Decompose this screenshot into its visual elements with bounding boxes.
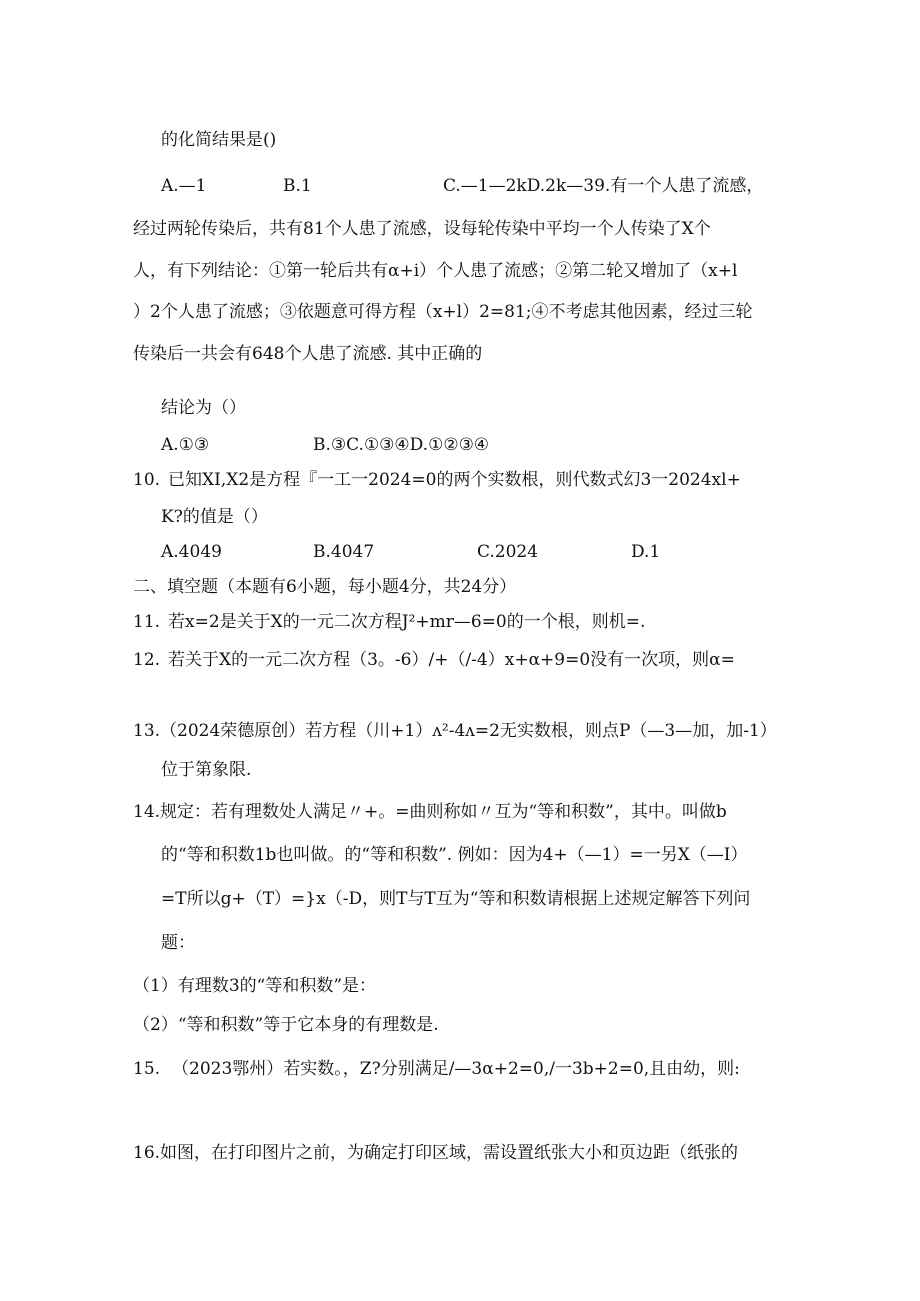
section-heading: 二、填空题（本题有6小题，每小题4分，共24分） — [133, 577, 517, 597]
q10-option-b: B.4047 — [313, 542, 375, 562]
q14-line-3: =T所以g+（T）=}x（-D，则T与T互为“等和积数请根据上述规定解答下列问 — [161, 889, 751, 909]
q14-sub-2: （2）“等和积数”等于它本身的有理数是. — [133, 1015, 439, 1035]
q9-option-bcd: B.③C.①③④D.①②③④ — [313, 435, 490, 455]
q10-number: 10. — [133, 470, 161, 490]
q8-option-a: A.—1 — [161, 176, 207, 196]
q13-number: 13. — [133, 721, 161, 741]
q16-number: 16. — [133, 1143, 161, 1163]
q14-line-2: 的“等和积数1b也叫做。的“等和积数”. 例如：因为4+（—1）=一另X（—I） — [161, 845, 748, 865]
q10-option-d: D.1 — [631, 542, 661, 562]
q12-text: 若关于X的一元二次方程（3。-6）/+（/-4）x+α+9=0没有一次项，则α= — [168, 650, 735, 670]
q11-text: 若x=2是关于X的一元二次方程J²+mr—6=0的一个根，则机=. — [168, 612, 646, 632]
q9-line: 经过两轮传染后，共有81个人患了流感，设每轮传染中平均一个人传染了X个 — [133, 219, 711, 239]
q10-option-c: C.2024 — [477, 542, 539, 562]
q14-number: 14. — [133, 802, 161, 822]
q10-line-2: K?的值是（） — [161, 507, 268, 527]
q10-line-1: 已知XI,X2是方程『一工一2024=0的两个实数根，则代数式幻3一2024xl+ — [168, 470, 741, 490]
q14-line-1: 规定：若有理数处人满足〃+。=曲则称如〃互为“等和积数”，其中。叫做b — [160, 802, 727, 822]
q8-tail: 的化简结果是() — [161, 130, 277, 150]
q16-text: 如图，在打印图片之前，为确定打印区域，需设置纸张大小和页边距（纸张的 — [160, 1143, 738, 1163]
q10-option-a: A.4049 — [161, 542, 222, 562]
q12-number: 12. — [133, 650, 161, 670]
q9-line: ）2个人患了流感；③依题意可得方程（x+l）2=81;④不考虑其他因素，经过三轮 — [133, 302, 753, 322]
q15-number: 15. — [133, 1059, 161, 1079]
q11-number: 11. — [133, 612, 161, 632]
q9-line: 人，有下列结论：①第一轮后共有α+i）个人患了流感；②第二轮又增加了（x+l — [133, 261, 738, 281]
q8-option-b: B.1 — [283, 176, 312, 196]
q13-line-2: 位于第象限. — [161, 760, 252, 780]
q14-sub-1: （1）有理数3的“等和积数”是： — [133, 976, 377, 996]
q14-line-4: 题： — [161, 933, 195, 953]
q13-line-1: （2024荣德原创）若方程（川+1）ʌ²-4ʌ=2无实数根，则点P（—3—加，加-1） — [160, 721, 777, 741]
q9-line: 传染后一共会有648个人患了流感. 其中正确的 — [133, 344, 483, 364]
q8-option-c-d-and-q9-start: C.—1—2kD.2k—39.有一个人患了流感， — [443, 176, 764, 196]
q15-text: （2023鄂州）若实数。，Z?分别满足/—3α+2=0,/一3b+2=0,且由幼，则: — [172, 1059, 740, 1079]
q9-option-a: A.①③ — [161, 435, 210, 455]
q9-line: 结论为（） — [161, 398, 246, 418]
